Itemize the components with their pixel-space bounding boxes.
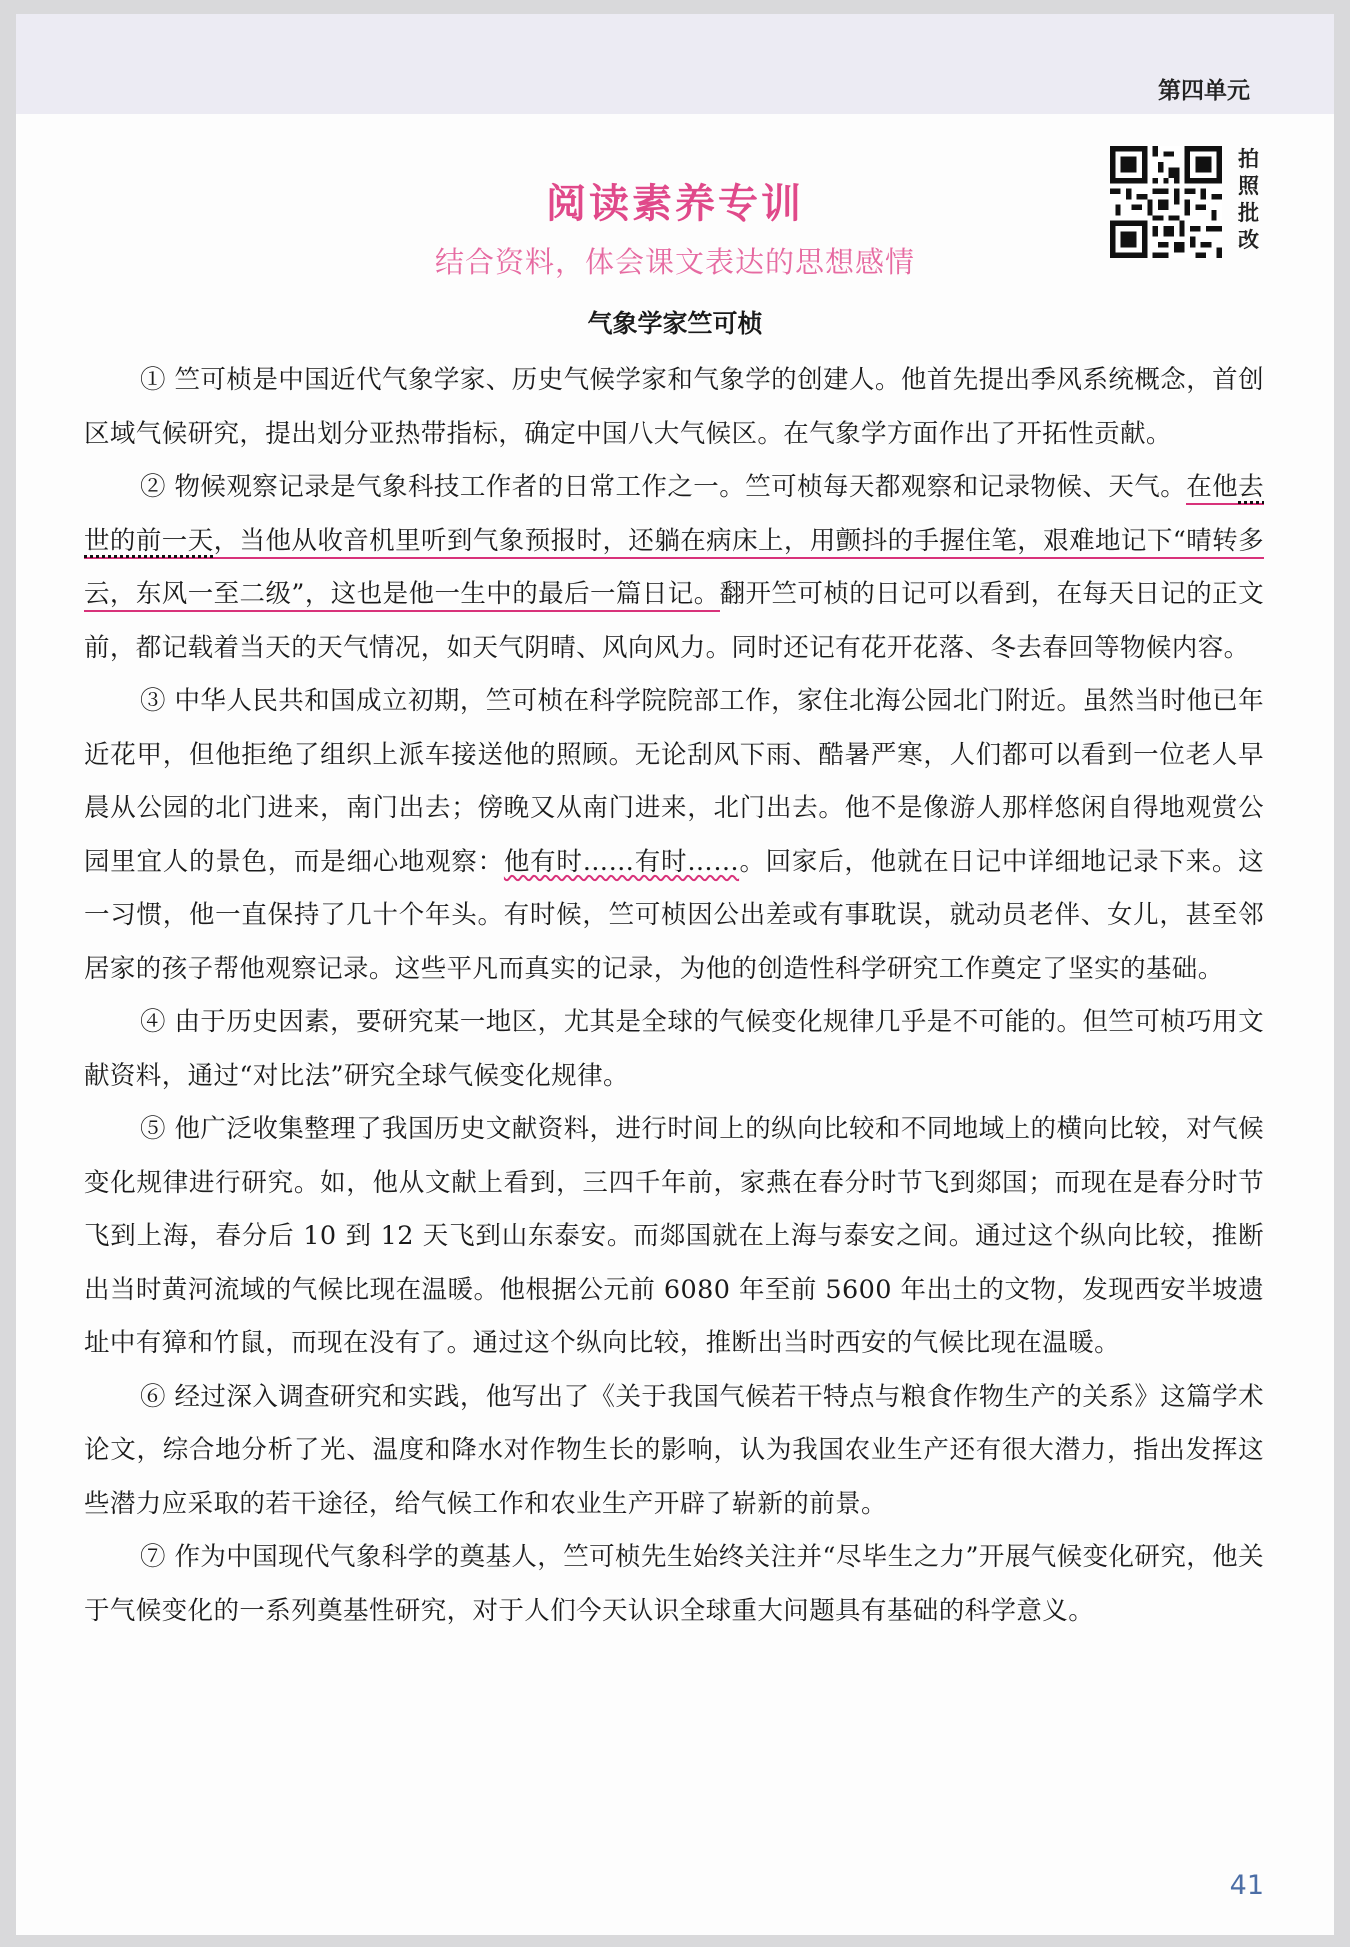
paragraph-2 [84, 461, 1264, 675]
header-band [16, 14, 1334, 114]
wavy-underlined-text: 他有时……有时…… [503, 846, 740, 877]
paragraph-3 [84, 675, 1264, 996]
article-body [84, 354, 1264, 1638]
paragraph-3-intro: ③ 中华人民共和国成立初期，竺可桢在科学院院部工作，家住北海公园北门附近。虽然当时他已年近花甲，但他拒绝了组织上派车接送他的照顾。无论刮风下雨、酷暑严寒，人们都可以看到一位老人早晨从公园的北门进来，南门出去；傍晚又从南门进来，北门出去。他不是像游人那样悠闲自得地观赏公园里宜人的景色，而是细心地观察： [84, 686, 1264, 877]
paragraph-3-end: 。回家后，他就在日记中详细地记录下来。这一习惯，他一直保持了几十个年头。有时候，竺可桢因公出差或有事耽误，就动员老伴、女儿，甚至邻居家的孩子帮他观察记录。这些平凡而真实的记录，为他的创造性科学研究工作奠定了坚实的基础。 [84, 846, 1264, 984]
paragraph-7: ⑦ 作为中国现代气象科学的奠基人，竺可桢先生始终关注并“尽毕生之力”开展气候变化研究，他关于气候变化的一系列奠基性研究，对于人们今天认识全球重大问题具有基础的科学意义。 [84, 1542, 1264, 1626]
paragraph-2-intro: ② 物候观察记录是气象科技工作者的日常工作之一。竺可桢每天都观察和记录物候、天气。 [140, 472, 1187, 502]
section-subtitle: 结合资料，体会课文表达的思想感情 [434, 245, 915, 279]
paragraph-5: ⑤ 他广泛收集整理了我国历史文献资料，进行时间上的纵向比较和不同地域上的横向比较，对气候变化规律进行研究。如，他从文献上看到，三四千年前，家燕在春分时节飞到郯国；而现在是春分时节飞到上海，春分后 10 到 12 天飞到山东泰安。而郯国就在上海与泰安之间。通过这个纵向比较，推断出当时黄河流域的气候比现在温暖。他根据公元前 6080 年至前 5600 年出土的文物，发现西安半坡遗址中有獐和竹鼠，而现在没有了。通过这个纵向比较，推断出当时西安的气候比现在温暖。 [84, 1114, 1264, 1358]
emphasis-dotted-text: 去世的前一天 [84, 472, 1264, 556]
paragraph-2-end: 翻开竺可桢的日记可以看到，在每天日记的正文前，都记载着当天的天气情况，如天气阴晴、风向风力。同时还记有花开花落、冬去春回等物候内容。 [84, 579, 1264, 663]
textbook-page [16, 14, 1334, 1935]
paragraph-4: ④ 由于历史因素，要研究某一地区，尤其是全球的气候变化规律几乎是不可能的。但竺可桢巧用文献资料，通过“对比法”研究全球气候变化规律。 [84, 1007, 1264, 1091]
unit-label: 第四单元 [1158, 78, 1250, 104]
section-title: 阅读素养专训 [546, 181, 804, 227]
scan-to-grade-label[interactable]: 拍照批改 [1238, 147, 1259, 252]
paragraph-1: ① 竺可桢是中国近代气象学家、历史气候学家和气象学的创建人。他首先提出季风系统概念，首创区域气候研究，提出划分亚热带指标，确定中国八大气候区。在气象学方面作出了开拓性贡献。 [84, 365, 1264, 449]
page-number: 41 [1229, 1870, 1264, 1901]
underlined-text-start: 在他 [1186, 472, 1239, 502]
article-title: 气象学家竺可桢 [587, 309, 763, 338]
paragraph-6: ⑥ 经过深入调查研究和实践，他写出了《关于我国气候若干特点与粮食作物生产的关系》这篇学术论文，综合地分析了光、温度和降水对作物生长的影响，认为我国农业生产还有很大潜力，指出发挥这些潜力应采取的若干途径，给气候工作和农业生产开辟了崭新的前景。 [84, 1381, 1264, 1519]
underlined-text-end: ，当他从收音机里听到气象预报时，还躺在病床上，用颤抖的手握住笔，艰难地记下“晴转多云，东风一至二级”，这也是他一生中的最后一篇日记。 [84, 525, 1264, 609]
